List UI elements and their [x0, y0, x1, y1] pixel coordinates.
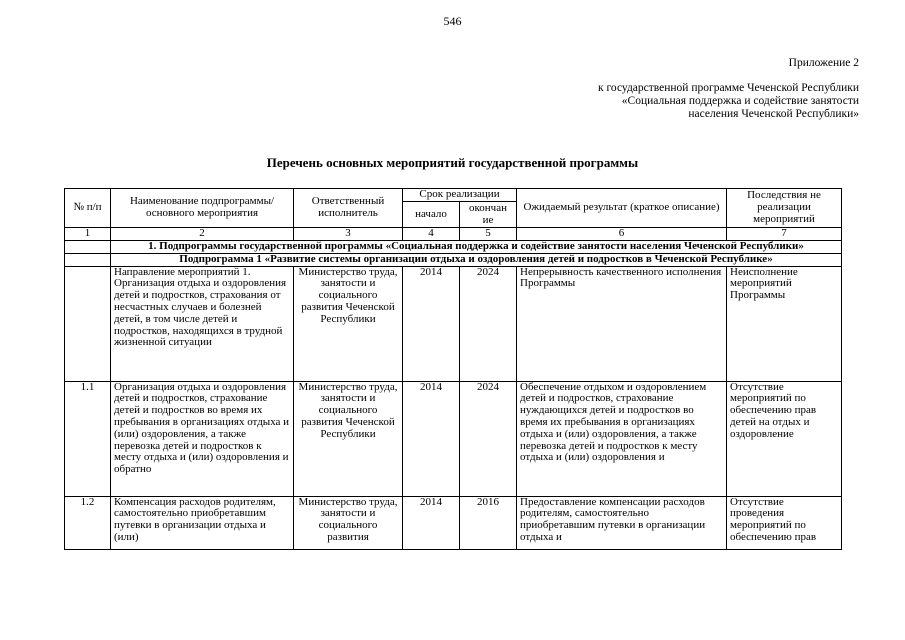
row-end: 2024 [460, 266, 517, 381]
row-start: 2014 [403, 266, 460, 381]
column-number: 2 [111, 228, 294, 241]
row-start: 2014 [403, 381, 460, 496]
header-end: окончан ие [460, 202, 517, 228]
table-row [65, 266, 842, 381]
row-consequences: Отсутствие мероприятий по обеспечению прав детей на отдых и оздоровление [727, 381, 842, 496]
page-number: 546 [443, 14, 462, 28]
table-row [65, 381, 842, 496]
document-title: Перечень основных мероприятий государственной программы [266, 155, 639, 170]
header-name: Наименование подпрограммы/ основного мероприятия [111, 189, 294, 228]
column-number: 6 [517, 228, 727, 241]
header-consequences: Последствия не реализации мероприятий [727, 189, 842, 228]
row-num: 1.2 [65, 496, 111, 549]
row-consequences: Неисполнение мероприятий Программы [727, 266, 842, 381]
section-empty-cell [65, 241, 111, 254]
subprogram-empty-cell [65, 253, 111, 266]
appendix-line: к государственной программе Чеченской Республики [598, 82, 859, 94]
row-result: Обеспечение отдыхом и оздоровлением детей и подростков, страхование нуждающихся детей и подростков во время их пребывания в организациях отдыха и (или) оздоровления, а также перевозка детей и подростков к месту отдыха и (или) оздоровления и [517, 381, 727, 496]
row-num: 1.1 [65, 381, 111, 496]
row-start: 2014 [403, 496, 460, 549]
row-consequences: Отсутствие проведения мероприятий по обеспечению прав [727, 496, 842, 549]
header-executor: Ответственный исполнитель [294, 189, 403, 228]
row-result: Непрерывность качественного исполнения Программы [517, 266, 727, 381]
subprogram-row [65, 253, 842, 266]
row-end: 2016 [460, 496, 517, 549]
measures-table [64, 188, 842, 550]
header-result: Ожидаемый результат (краткое описание) [517, 189, 727, 228]
column-number: 3 [294, 228, 403, 241]
appendix-header [598, 57, 859, 121]
appendix-line: населения Чеченской Республики» [688, 108, 859, 120]
row-name: Направление мероприятий 1. Организация отдыха и оздоровления детей и подростков, страхования от несчастных случаев и болезней детей, в том числе детей и подростков, находящихся в трудной жизненной ситуации [111, 266, 294, 381]
row-name: Компенсация расходов родителям, самостоятельно приобретавшим путевки в организации отдыха и (или) [111, 496, 294, 549]
appendix-line: «Социальная поддержка и содействие занятости [621, 95, 859, 107]
header-num: № п/п [65, 189, 111, 228]
appendix-title: Приложение 2 [788, 57, 859, 69]
column-number: 1 [65, 228, 111, 241]
row-result: Предоставление компенсации расходов родителям, самостоятельно приобретавшим путевки в организации отдыха и [517, 496, 727, 549]
row-executor: Министерство труда, занятости и социального развития Чеченской Республики [294, 381, 403, 496]
row-executor: Министерство труда, занятости и социального развития [294, 496, 403, 549]
row-executor: Министерство труда, занятости и социального развития Чеченской Республики [294, 266, 403, 381]
table-row [65, 496, 842, 549]
column-number: 4 [403, 228, 460, 241]
row-end: 2024 [460, 381, 517, 496]
column-number: 5 [460, 228, 517, 241]
header-term: Срок реализации [403, 189, 517, 202]
header-row [65, 189, 842, 202]
header-start: начало [403, 202, 460, 228]
column-number-row [65, 228, 842, 241]
column-number: 7 [727, 228, 842, 241]
row-num [65, 266, 111, 381]
subprogram-title: Подпрограмма 1 «Развитие системы организации отдыха и оздоровления детей и подростков в Чеченской Республике» [111, 253, 842, 266]
section-title: 1. Подпрограммы государственной программы «Социальная поддержка и содействие занятости населения Чеченской Республики» [111, 241, 842, 254]
row-name: Организация отдыха и оздоровления детей и подростков, страхование детей и подростков во время их пребывания в организациях отдыха и (или) оздоровления, а также перевозка детей и подростков к месту отдыха и (или) оздоровления и обратно [111, 381, 294, 496]
section-row [65, 241, 842, 254]
